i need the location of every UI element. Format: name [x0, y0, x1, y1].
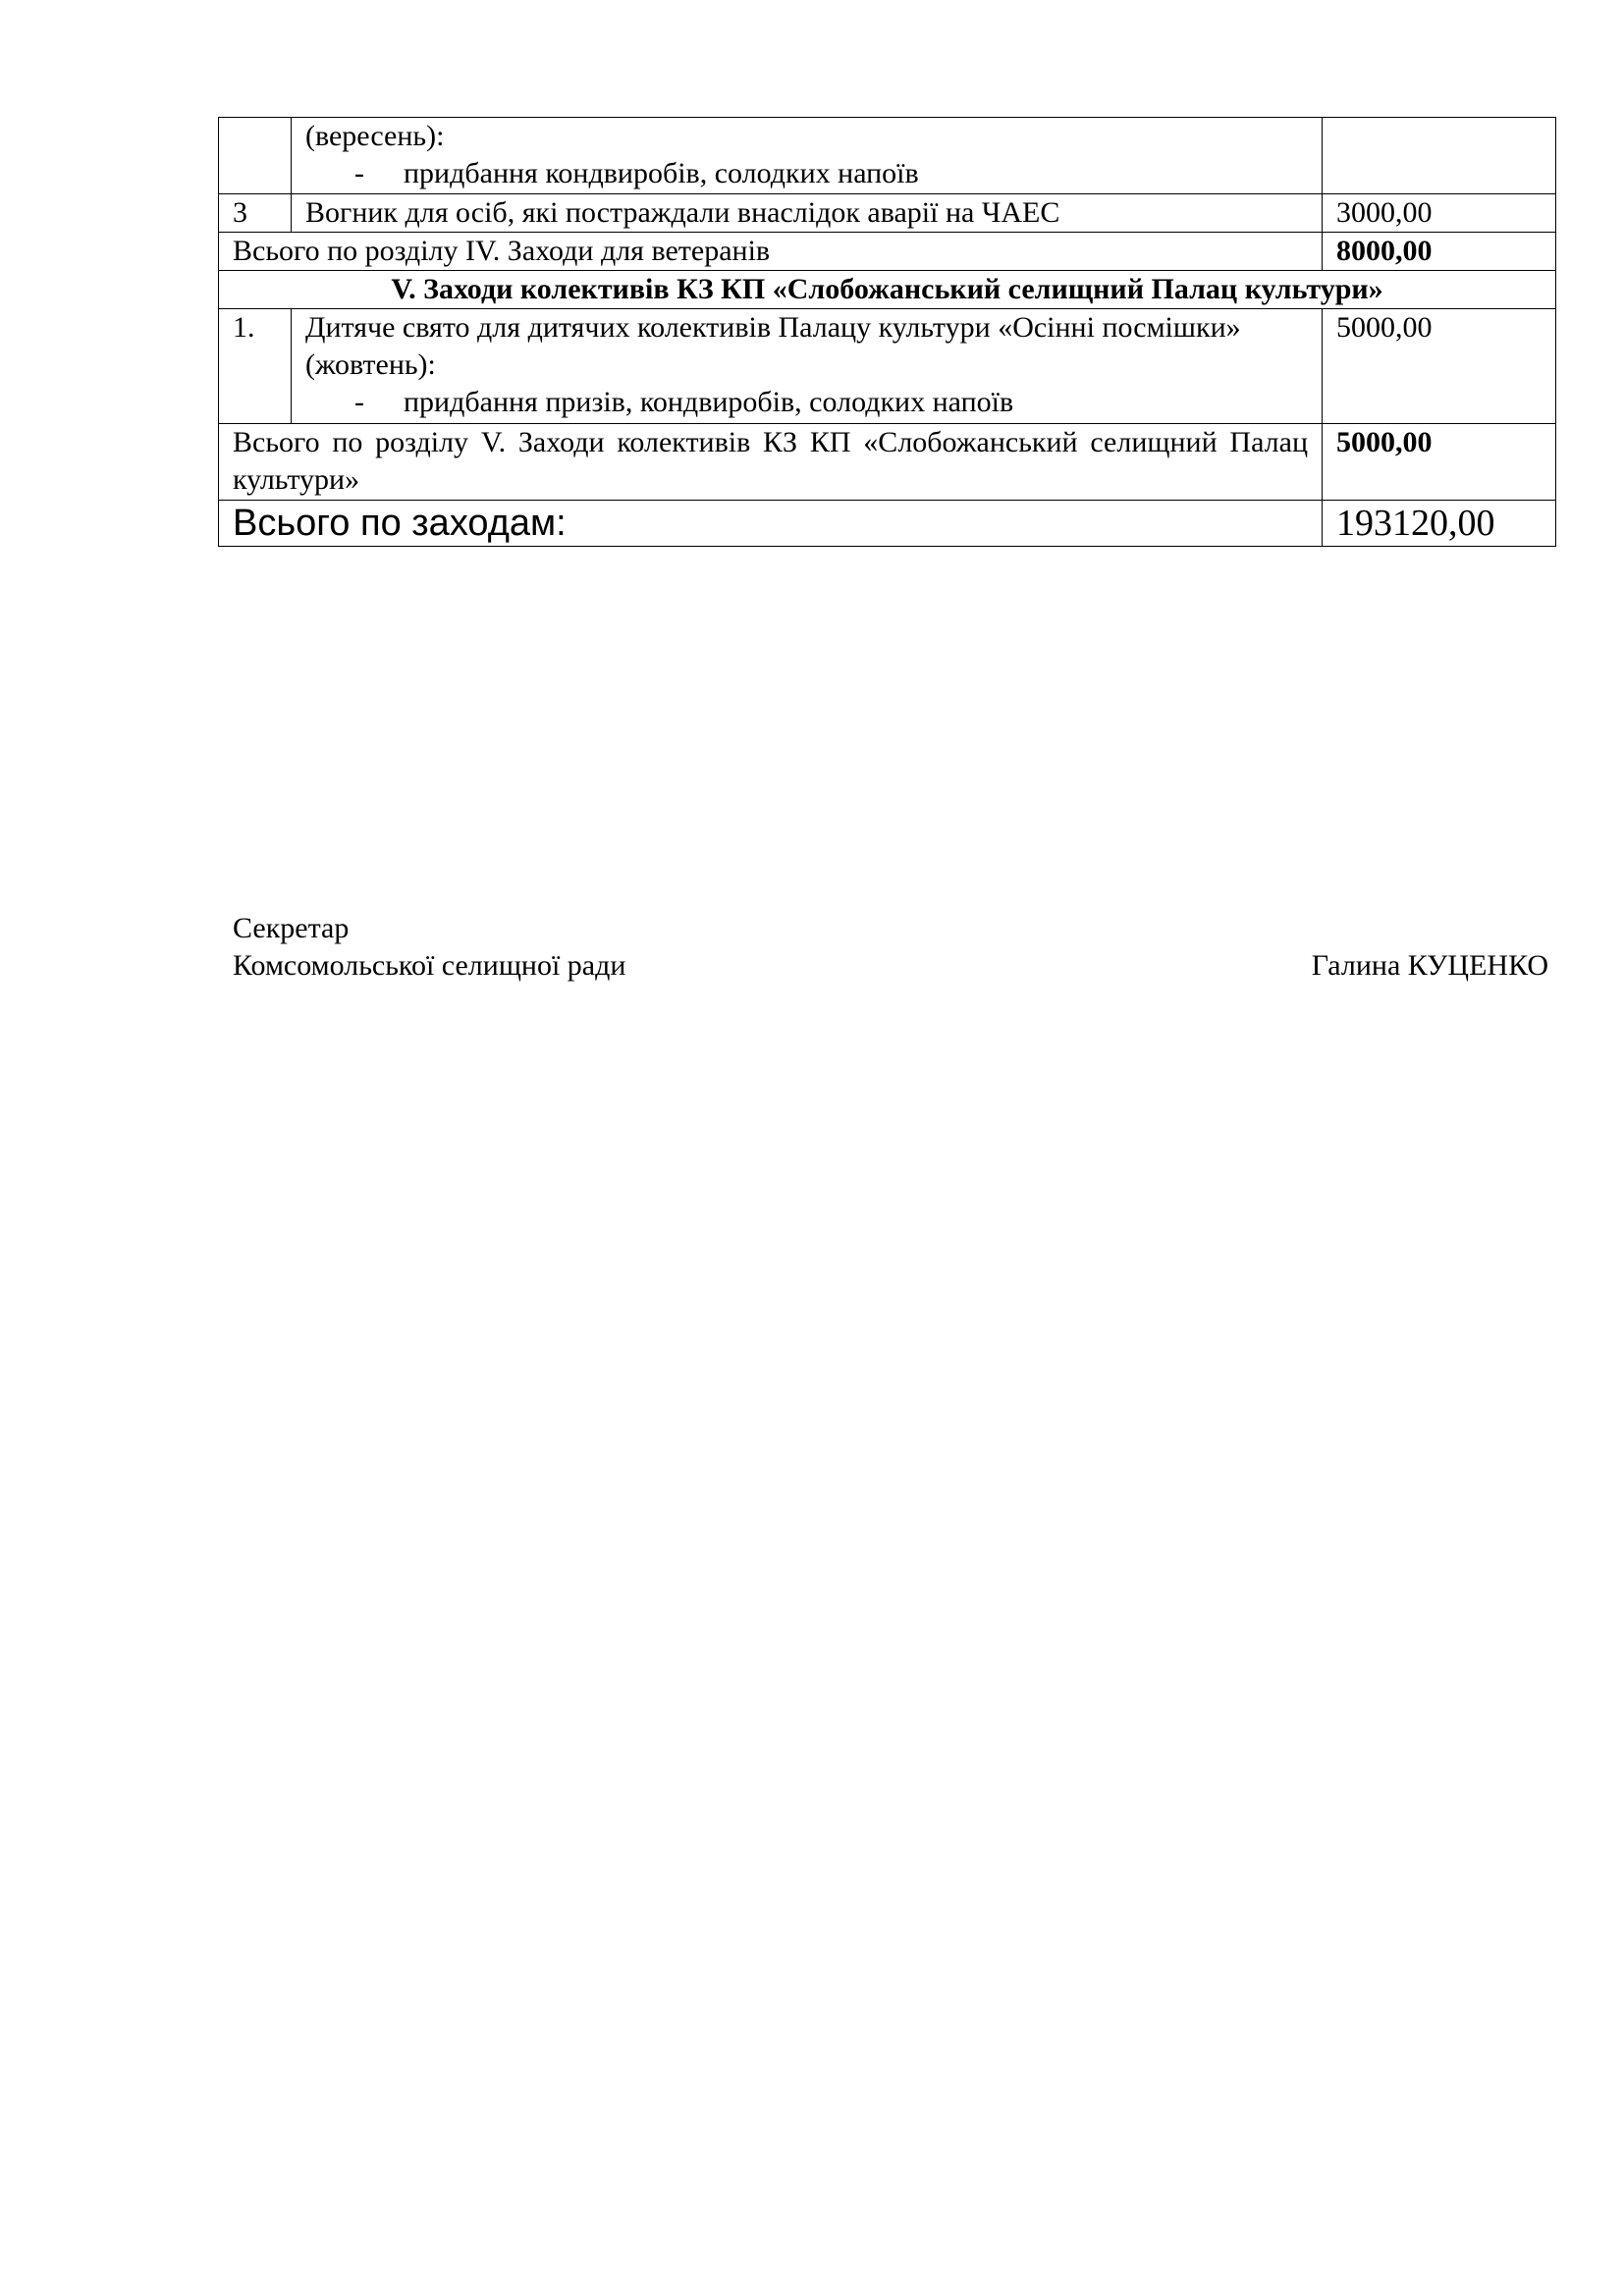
description-text: Дитяче свято для дитячих колективів Палацу культури «Осінні посмішки» (жовтень): [305, 311, 1241, 381]
signer-position-line1: Секретар [233, 912, 350, 944]
bullet-text: придбання кондвиробів, солодких напоїв [404, 157, 919, 189]
section-total-amount: 8000,00 [1323, 233, 1556, 271]
section-header-title: V. Заходи колективів КЗ КП «Слобожанський селищний Палац культури» [219, 271, 1556, 309]
row-number-cell: 3 [219, 194, 292, 233]
budget-table [218, 117, 1556, 547]
section-total-row [219, 424, 1556, 501]
signer-name: Галина КУЦЕНКО [1311, 949, 1548, 982]
bullet-item [305, 384, 1308, 421]
row-description-cell [292, 118, 1323, 194]
grand-total-label: Всього по заходам: [219, 501, 1323, 547]
table-row [219, 309, 1556, 424]
grand-total-amount: 193120,00 [1323, 501, 1556, 547]
row-amount-cell: 5000,00 [1323, 309, 1556, 424]
row-number-cell: 1. [219, 309, 292, 424]
section-total-amount: 5000,00 [1323, 424, 1556, 501]
bullet-text: придбання призів, кондвиробів, солодких напоїв [404, 386, 1014, 418]
section-total-label: Всього по розділу V. Заходи колективів КЗ КП «Слобожанський селищний Палац культури» [219, 424, 1323, 501]
bullet-dash: - [354, 386, 364, 418]
signer-position-line2: Комсомольської селищної ради [233, 949, 626, 982]
description-text: (вересень): [305, 120, 445, 152]
section-total-label: Всього по розділу IV. Заходи для ветеранів [219, 233, 1323, 271]
row-description-cell [292, 309, 1323, 424]
section-total-row [219, 233, 1556, 271]
bullet-dash: - [354, 157, 364, 189]
bullet-item [305, 155, 1308, 192]
table-row [219, 118, 1556, 194]
row-amount-cell [1323, 118, 1556, 194]
signature-row [233, 947, 1548, 985]
signature-block [233, 910, 1548, 985]
row-number-cell [219, 118, 292, 194]
section-header-row [219, 271, 1556, 309]
grand-total-row [219, 501, 1556, 547]
table-row [219, 194, 1556, 233]
row-amount-cell: 3000,00 [1323, 194, 1556, 233]
row-description-cell: Вогник для осіб, які постраждали внаслідок аварії на ЧАЕС [292, 194, 1323, 233]
